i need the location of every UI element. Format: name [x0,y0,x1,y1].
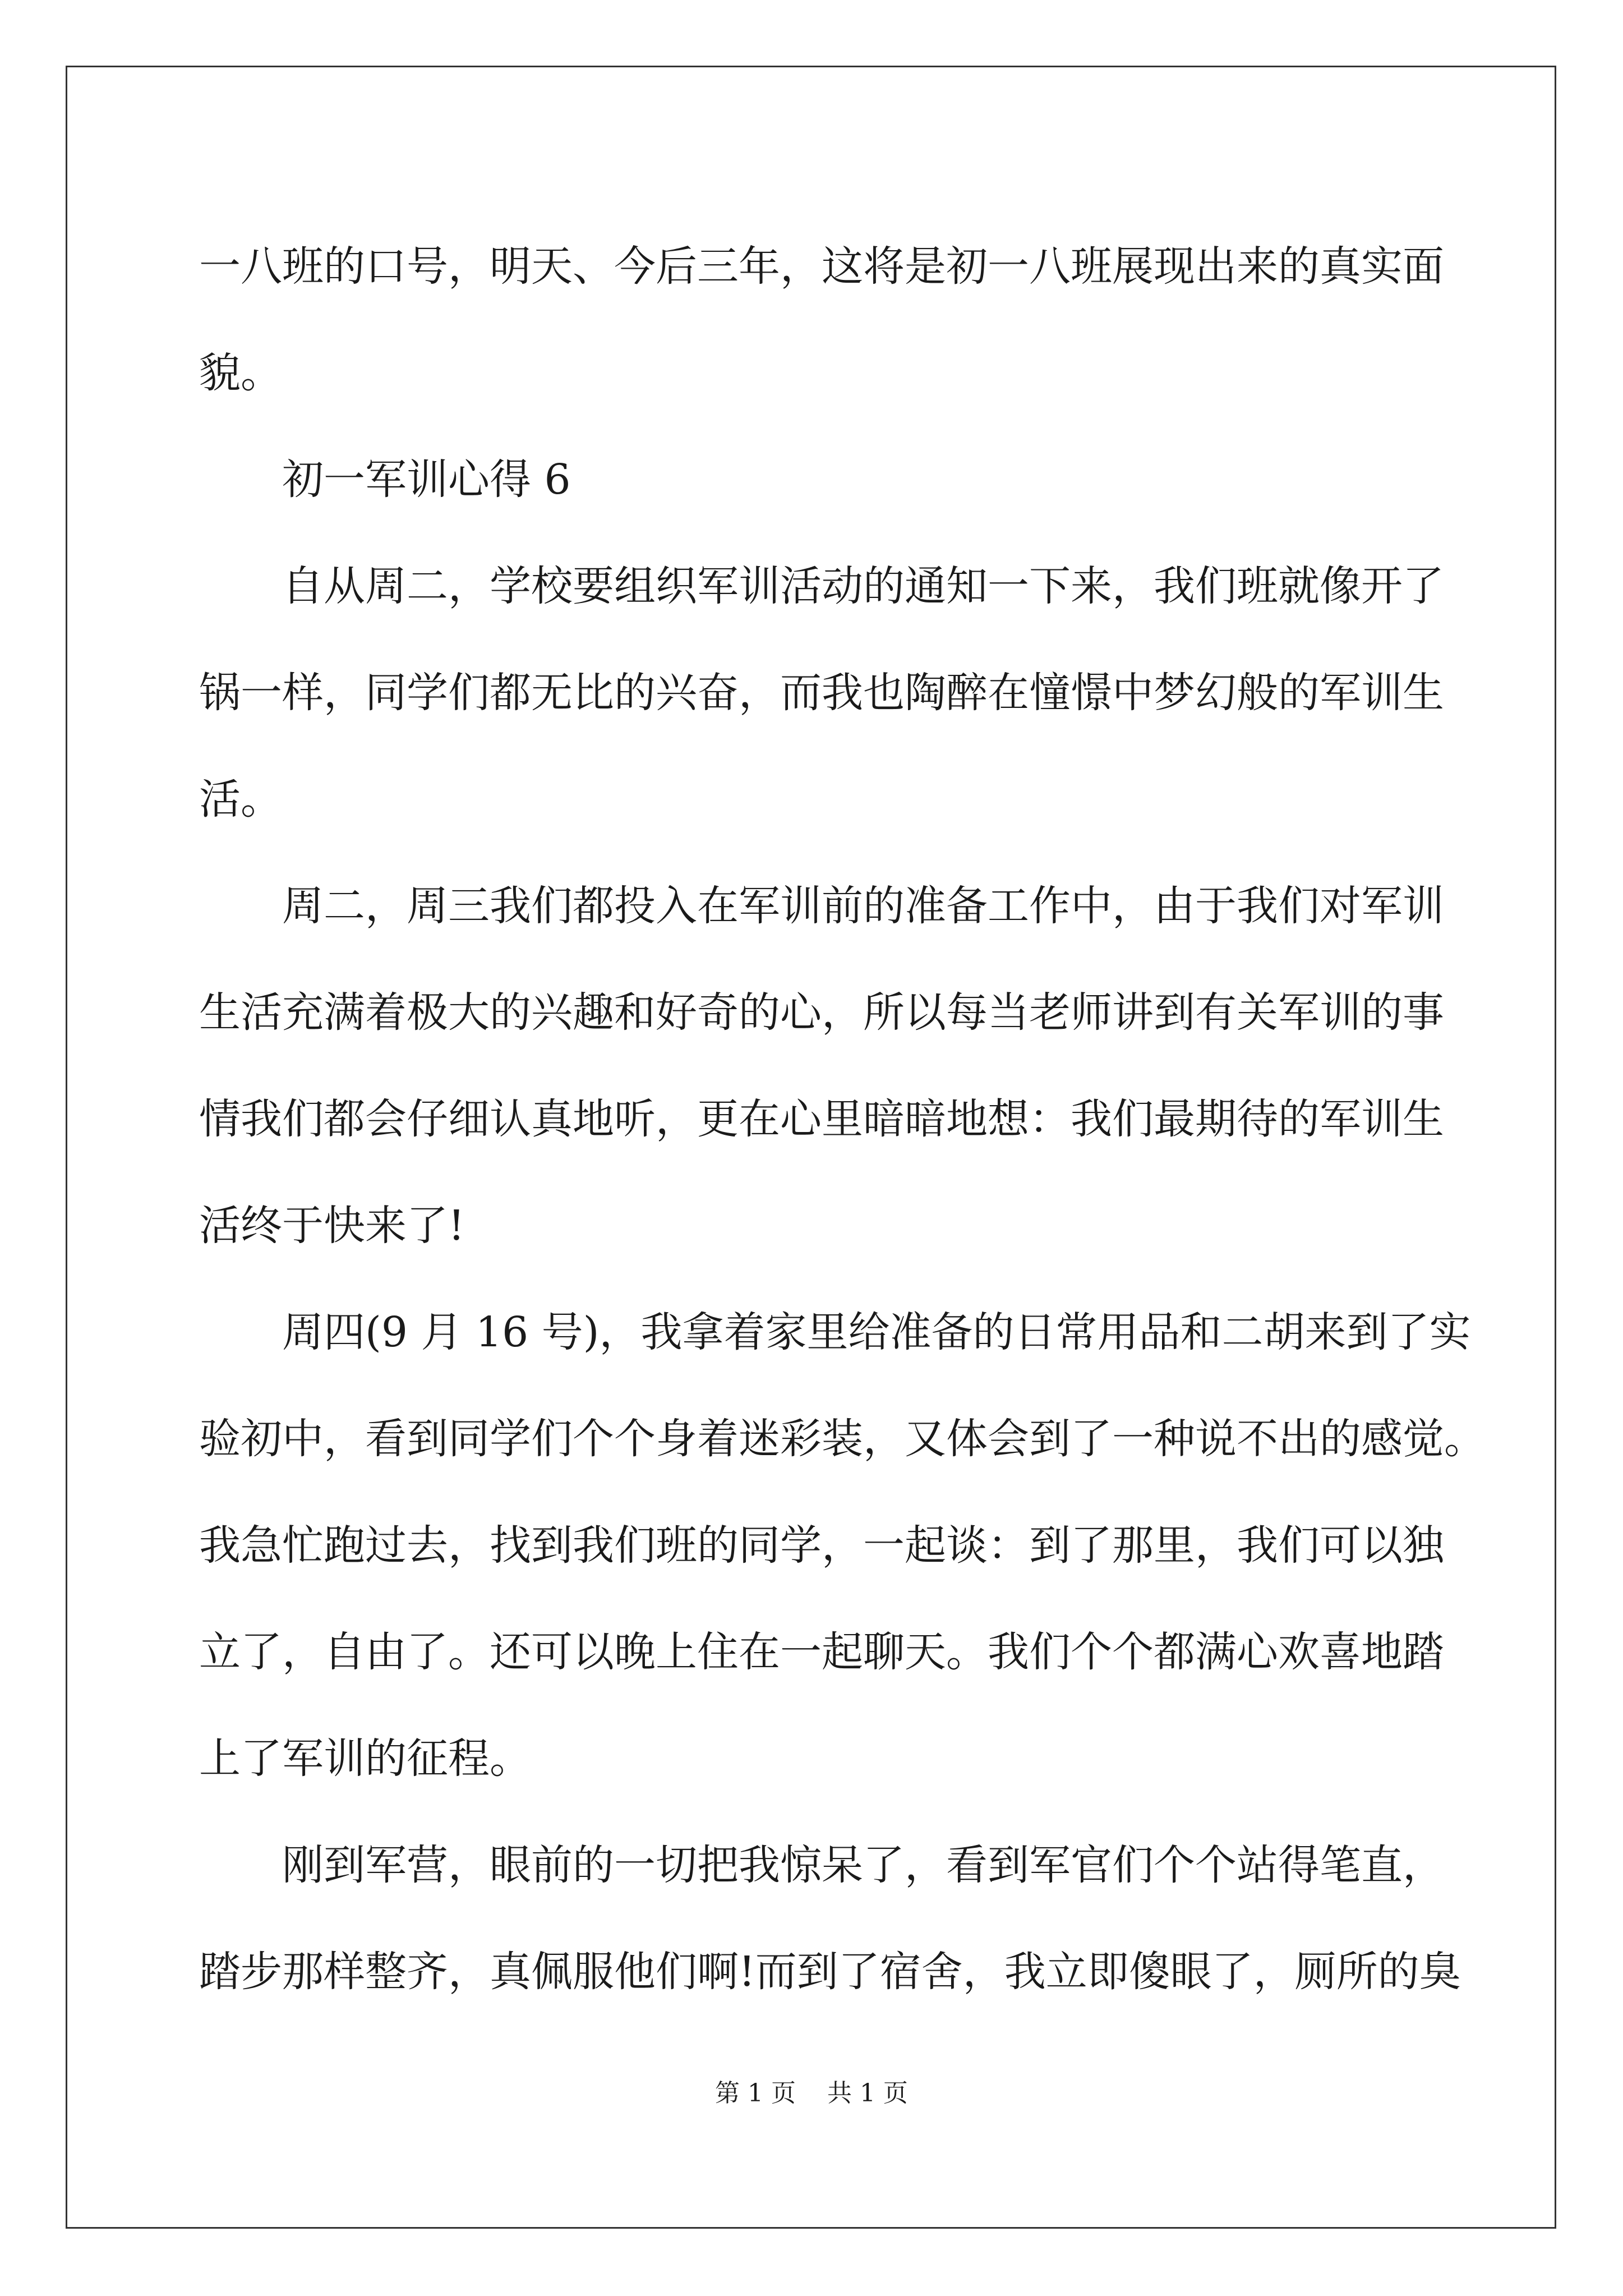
text-line: 活终于快来了! [199,1202,465,1250]
text-line: 周四(9 月 16 号)，我拿着家里给准备的日常用品和二胡来到了实 [282,1308,1471,1356]
text-line: 貌。 [199,349,282,397]
text-line: 踏步那样整齐，真佩服他们啊!而到了宿舍，我立即傻眼了，厕所的臭 [199,1948,1461,1996]
text-line: 一八班的口号，明天、今后三年，这将是初一八班展现出来的真实面 [199,242,1444,291]
text-line: 上了军训的征程。 [199,1734,531,1783]
page-footer [0,2077,1623,2110]
page-total: 共 1 页 [827,2079,908,2108]
document-body [199,213,1486,2025]
text-line: 我急忙跑过去，找到我们班的同学，一起谈：到了那里，我们可以独 [199,1521,1444,1570]
text-line: 刚到军营，眼前的一切把我惊呆了，看到军官们个个站得笔直， [282,1841,1444,1889]
section-heading: 初一军训心得 6 [282,455,571,504]
text-line: 活。 [199,775,282,823]
text-line: 周二，周三我们都投入在军训前的准备工作中，由于我们对军训 [282,882,1444,930]
text-line: 立了，自由了。还可以晚上住在一起聊天。我们个个都满心欢喜地踏 [199,1628,1444,1676]
text-line: 验初中，看到同学们个个身着迷彩装，又体会到了一种说不出的感觉。 [199,1415,1486,1463]
page-number: 第 1 页 [715,2079,796,2108]
text-line: 自从周二，学校要组织军训活动的通知一下来，我们班就像开了 [282,562,1444,610]
text-line: 锅一样，同学们都无比的兴奋，而我也陶醉在憧憬中梦幻般的军训生 [199,669,1444,717]
text-line: 生活充满着极大的兴趣和好奇的心，所以每当老师讲到有关军训的事 [199,988,1444,1037]
text-line: 情我们都会仔细认真地听，更在心里暗暗地想：我们最期待的军训生 [199,1095,1444,1143]
